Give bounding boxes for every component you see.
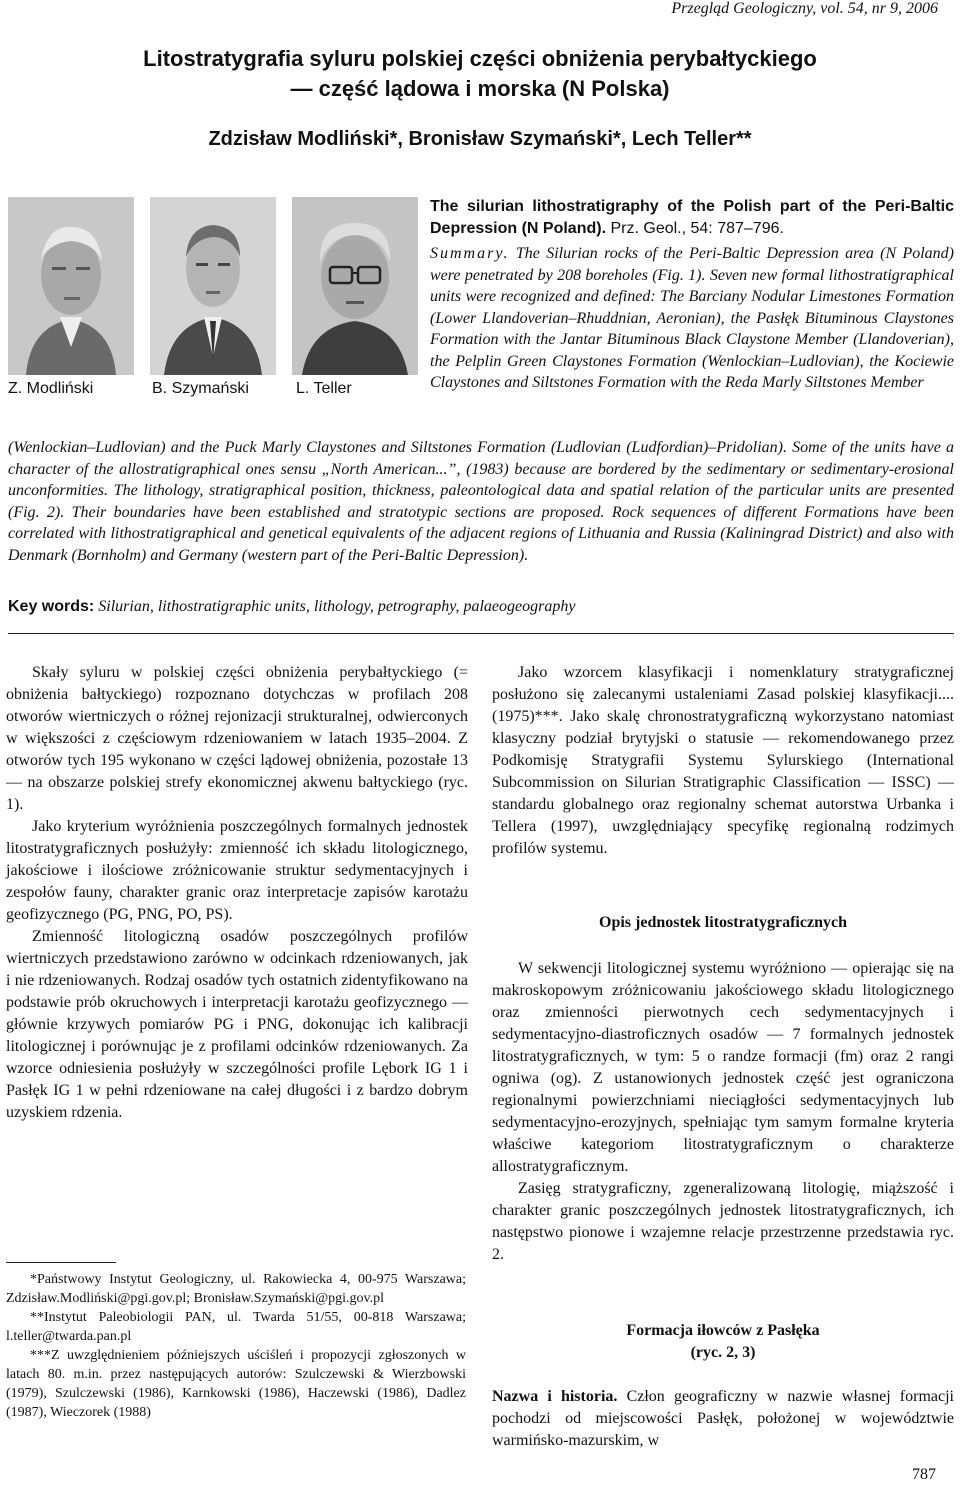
author-photo-szymanski — [150, 197, 276, 375]
keywords-list: Silurian, lithostratigraphic units, lithology, petrography, palaeogeography — [98, 598, 576, 615]
body-paragraph: Zmienność litologiczną osadów poszczególnych profilów wiertniczych przedstawiono zarówno w odcinkach rdzeniowanych, jak i nie rdzeniowanych. Rodzaj osadów tych ostatnich zidentyfikowano na podstawie prób okruchowych i interpretacji karotażu geofizycznego — głównie krzywych pomiarów PG i PNG, dokonując ich kalibracji litologicznej i porównując je z profilami odcinków rdzeniowanych. Za wzorce odniesienia posłużyły w szczególności profile Lębork IG 1 i Pasłęk IG 1 w pełni rdzeniowane na całej długości i z bardzo dobrym uzyskiem rdzenia. — [6, 928, 468, 1121]
summary-text-part1: The Silurian rocks of the Peri-Baltic Depression area (N Poland) were penetrated by 208 boreholes (Fig. 1). Seven new formal lithostratigraphical units were recognized and defined: The Barciany Nodular Limestones Formation (Lower Llandoverian–Rhuddnian, Aeronian), the Pasłęk Bituminous Claystones Formation with the Jantar Bituminous Black Claystone Member (Llandoverian), the Pelplin Green Claystones Formation (Wenlockian–Ludlovian), the Kociewie Claystones and Siltstones Formation with the Reda Marly Siltstones Member — [430, 245, 955, 391]
portrait-icon — [8, 197, 134, 375]
english-title-block — [430, 196, 954, 240]
author-photo-teller — [292, 197, 418, 375]
body-paragraph: Zasięg stratygraficzny, zgeneralizowaną litologię, miąższość i charakter granic poszczególnych jednostek litostratygraficznych, ich następstwo pionowe i wzajemne relacje przestrzenne przedstawia ryc. 2. — [492, 1180, 954, 1263]
subsection-heading-line-1: Formacja iłowców z Pasłęka — [626, 1322, 820, 1339]
photo-caption-3: L. Teller — [296, 380, 352, 397]
summary-label: Summary. — [430, 245, 510, 262]
authors: Zdzisław Modliński*, Bronisław Szymański*, Lech Teller** — [208, 128, 752, 150]
footnote-references: ***Z uwzględnieniem późniejszych uściśleń i propozycji zgłoszonych w latach 80. m.in. przez następujących autorów: Szulczewski & Wierzbowski (1979), Szulczewski (1986), Karnkowski (1986), Haczewski (1986), Dadlez (1987), Wieczorek (1988) — [6, 1348, 466, 1420]
section-divider — [8, 633, 954, 634]
summary-right-block — [430, 243, 954, 394]
body-paragraph: W sekwencji litologicznej systemu wyróżniono — opierając się na makroskopowym zróżnicowaniu jakościowego składu litologicznego oraz zmienności pierwotnych cech sedymentacyjnych i sedymentacyjno-diastroficznych osadów — 7 formalnych jednostek litostratygraficznych, w tym: 5 o randze formacji (fm) oraz 2 rangi ogniwa (og). Z ustanowionych jednostek część jest ograniczona regionalnymi powierzchniami nieciągłości sedymentacyjnych lub sedymentacyjno-erozyjnych, spełniając tym samym formalne kryteria właściwe kategoriom litostratygraficznym o charakterze allostratygraficznym. — [492, 960, 954, 1175]
body-paragraph: Jako wzorcem klasyfikacji i nomenklatury stratygraficznej posłużono się zalecanymi ustaleniami Zasad polskiej klasyfikacji.... (1975)***. Jako skalę chronostratygraficzną wykorzystano natomiast klasyczny podział brytyjski o statusie — rekomendowanego przez Podkomisję Stratygrafii Systemu Sylurskiego (International Subcommission on Silurian Stratigraphic Classification — ISSC) — standardu globalnego oraz regionalny schemat autorstwa Urbanka i Tellera (1997), uwzględniający specyfikę regionalną rodzimych profilów systemu. — [492, 664, 954, 857]
photo-caption-2: B. Szymański — [152, 380, 249, 397]
name-history-paragraph — [492, 1386, 954, 1452]
body-paragraph: Jako kryterium wyróżnienia poszczególnych formalnych jednostek litostratygraficznych posłużyły: zmienność ich składu litologicznego, jakościowe i ilościowe zróżnicowanie struktur sedymentacyjnych i zespołów fauny, charakter granic oraz interpretacje zapisów karotażu geofizycznego (PG, PNG, PO, PS). — [6, 818, 468, 923]
title-line-2: — część lądowa i morska (N Polska) — [290, 76, 670, 101]
body-paragraph: Skały syluru w polskiej części obniżenia perybałtyckiego (= obniżenia bałtyckiego) rozpoznano dotychczas w profilach 208 otworów wiertniczych o różnej rejonizacji strukturalnej, odwierconych w większości z częściowym rdzeniowaniem w latach 1935–2004. Z otworów tych 195 wykonano w części lądowej obniżenia, pozostałe 13 — na obszarze polskiej strefy ekonomicznej akwenu bałtyckiego (ryc. 1). — [6, 664, 468, 813]
paragraph-label: Nazwa i historia. — [492, 1388, 618, 1405]
keywords-line — [8, 598, 954, 616]
photo-caption-1: Z. Modliński — [8, 380, 94, 397]
left-column — [6, 662, 468, 1124]
portrait-icon — [150, 197, 276, 375]
portrait-icon — [292, 197, 418, 375]
english-title: The silurian lithostratigraphy of the Polish part of the Peri-Baltic Depression (N Poland). — [430, 198, 954, 237]
footnotes — [6, 1270, 466, 1422]
subsection-heading-line-2: (ryc. 2, 3) — [690, 1344, 756, 1361]
keywords-label: Key words: — [8, 598, 95, 615]
title-line-1: Litostratygrafia syluru polskiej części obniżenia perybałtyckiego — [143, 46, 817, 71]
author-photo-modlinski — [8, 197, 134, 375]
footnote-affiliation-1: *Państwowy Instytut Geologiczny, ul. Rakowiecka 4, 00-975 Warszawa; Zdzisław.Modliński@pgi.gov.pl; Bronisław.Szymański@pgi.gov.pl — [6, 1272, 466, 1306]
section-heading: Opis jednostek litostratygraficznych — [599, 914, 847, 931]
right-column-continued — [492, 958, 954, 1266]
paragraph-text: Człon geograficzny w nazwie własnej formacji pochodzi od miejscowości Pasłęk, położonej w województwie warmińsko-mazurskim, w — [492, 1388, 955, 1449]
article-title — [0, 44, 960, 104]
citation: Prz. Geol., 54: 787–796. — [610, 220, 784, 237]
subsection-heading — [492, 1320, 954, 1364]
journal-header: Przegląd Geologiczny, vol. 54, nr 9, 2006 — [671, 0, 938, 17]
footnote-divider — [6, 1262, 116, 1263]
footnote-affiliation-2: **Instytut Paleobiologii PAN, ul. Twarda 51/55, 00-818 Warszawa; l.teller@twarda.pan.pl — [6, 1310, 466, 1344]
page-number: 787 — [912, 1466, 936, 1483]
right-column — [492, 662, 954, 860]
summary-text-part2: (Wenlockian–Ludlovian) and the Puck Marly Claystones and Siltstones Formation (Ludlovian (Ludfordian)–Pridolian). Some of the units have a character of the allostratigraphical ones sensu „North American...”, (1983) because are bordered by the sedimentary or sedimentary-erosional unconformities. The lithology, stratigraphical position, thickness, paleontological data and spatial relation of the particular units are presented (Fig. 2). Their boundaries have been established and stratotypic sections are proposed. Rock sequences of different Formations have been correlated with lithostratigraphical and genetical equivalents of the adjacent regions of Lithuania and Russia (Kaliningrad District) and also with Denmark (Bornholm) and Germany (western part of the Peri-Baltic Depression). — [8, 439, 954, 564]
